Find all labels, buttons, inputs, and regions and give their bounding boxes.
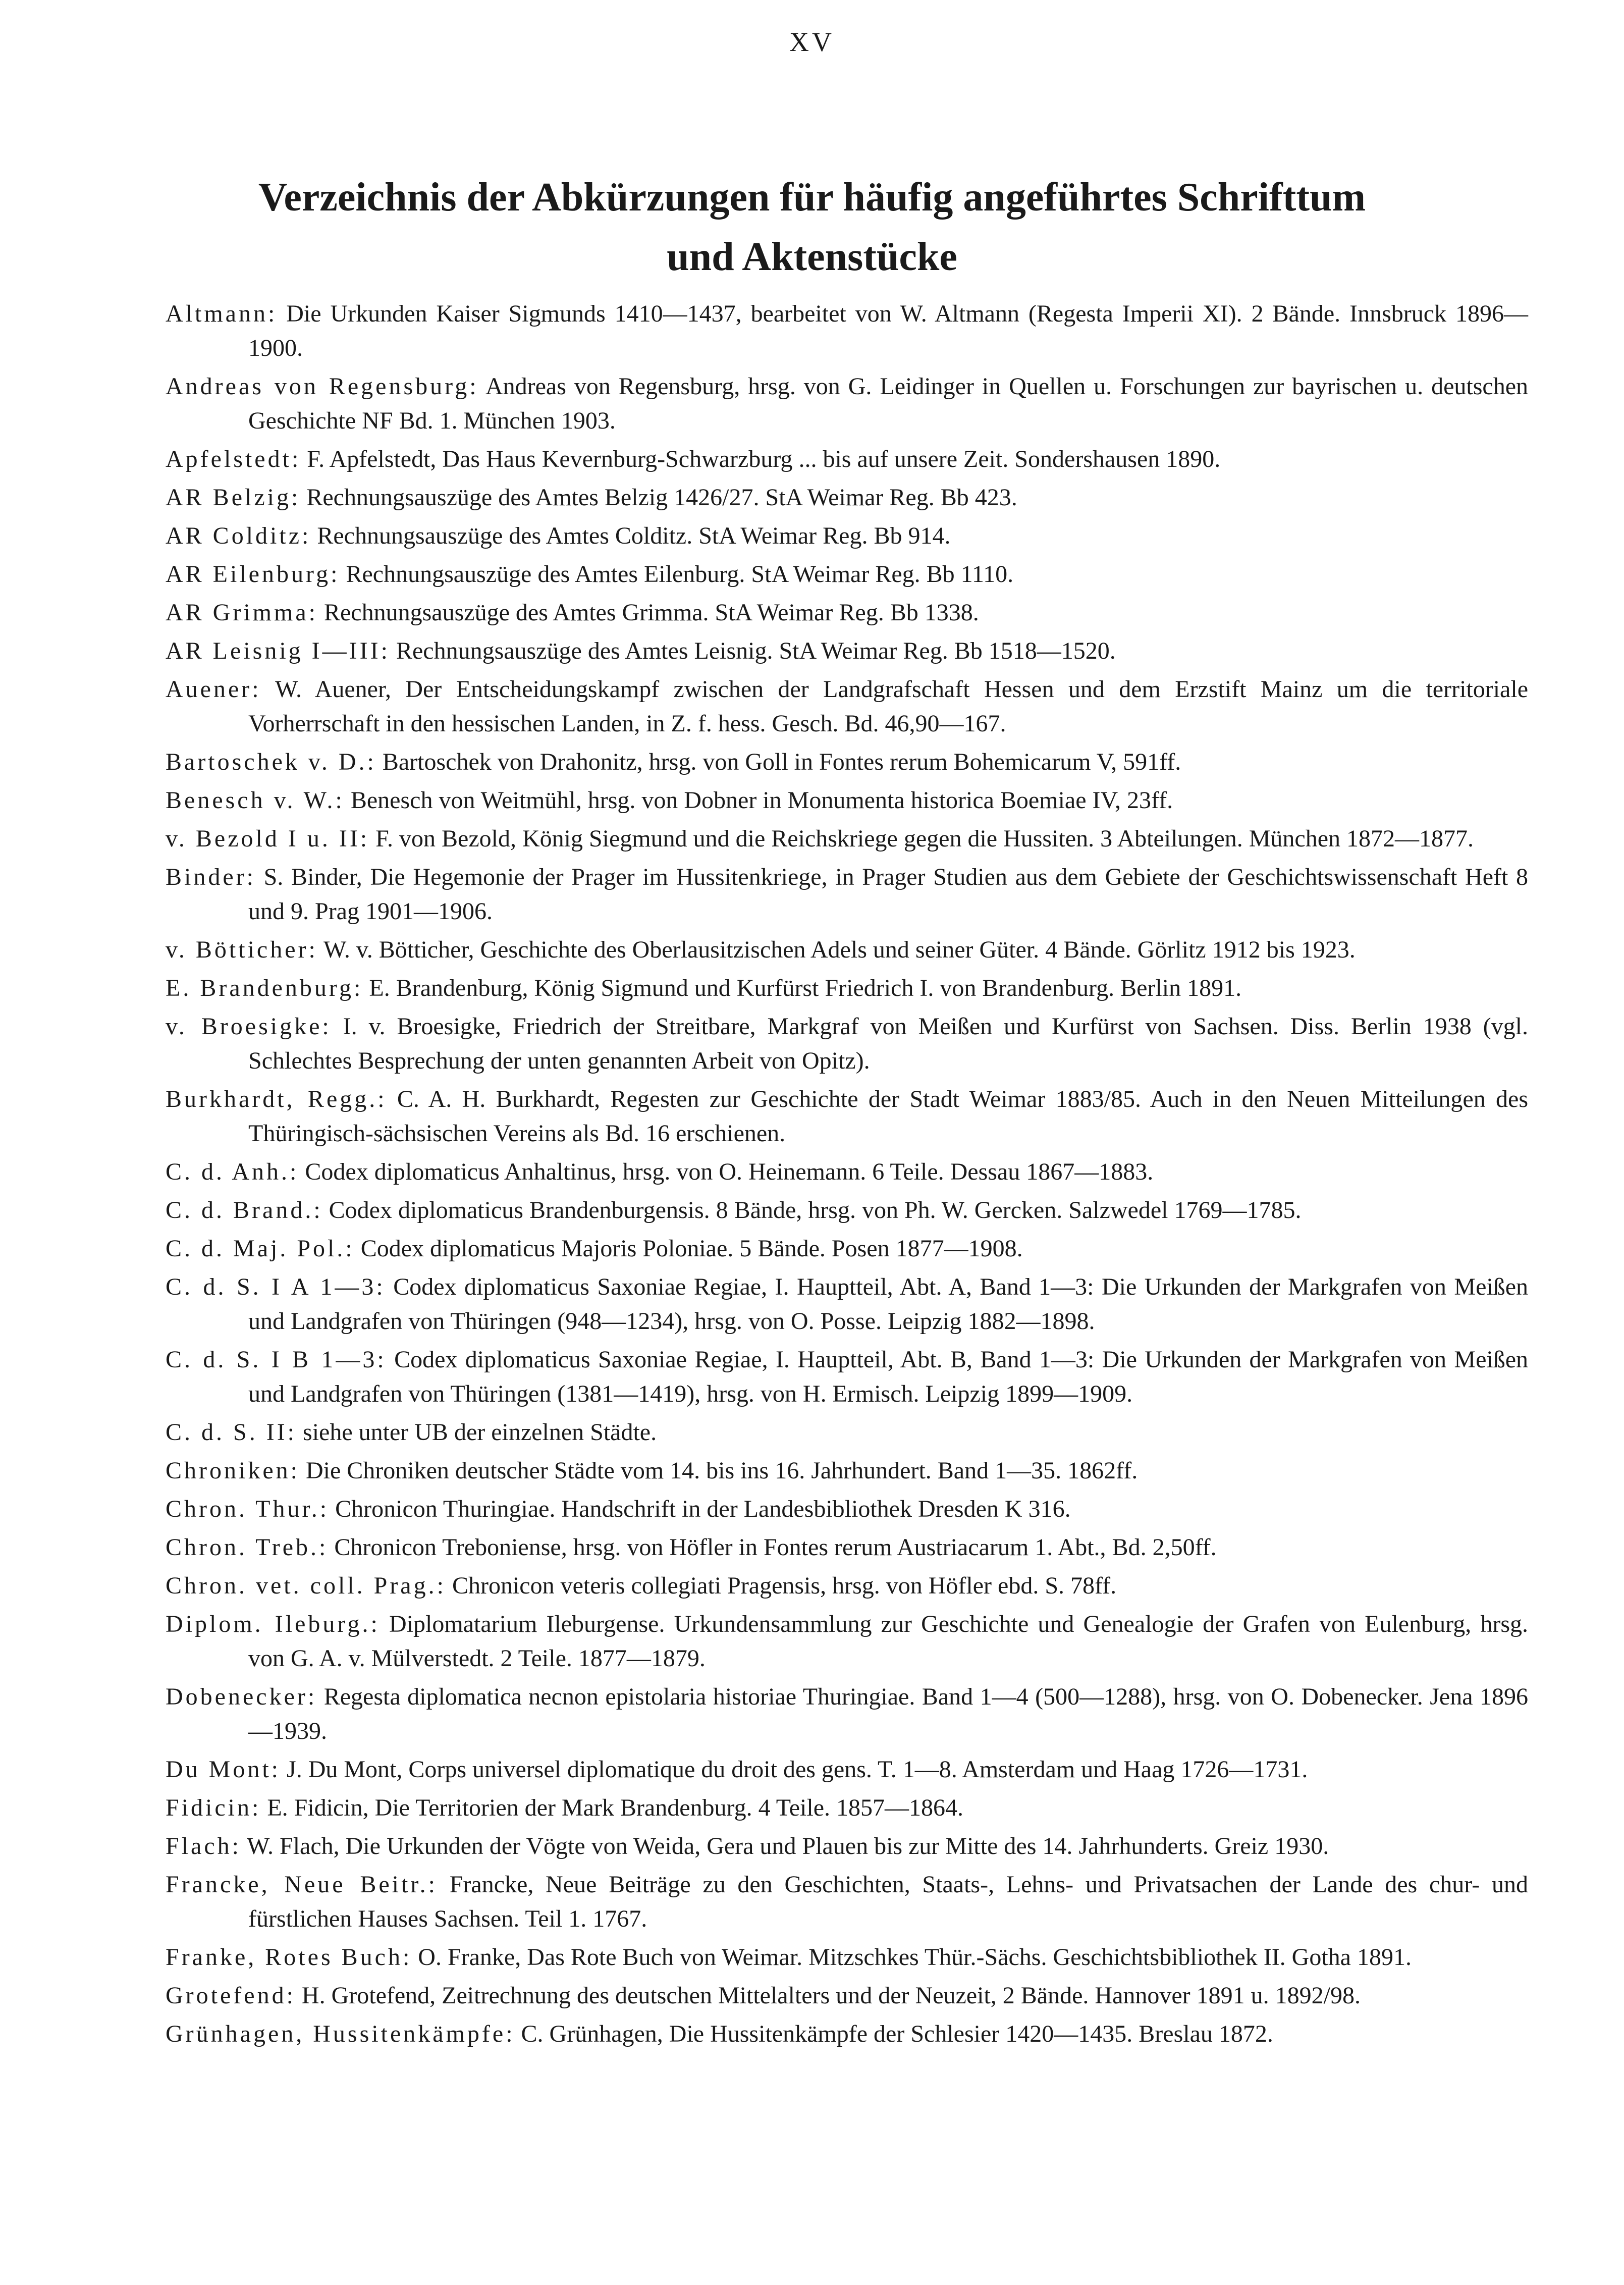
- entry-abbreviation: Diplom. Ileburg.:: [166, 1611, 380, 1637]
- entry-abbreviation: C. d. S. II:: [166, 1419, 297, 1446]
- abbreviation-list: [166, 297, 1528, 2055]
- entry-abbreviation: Fidicin:: [166, 1794, 261, 1821]
- entry-abbreviation: Franke, Rotes Buch:: [166, 1944, 412, 1971]
- entry-abbreviation: C. d. S. I B 1—3:: [166, 1346, 387, 1373]
- entry-description: Codex diplomaticus Majoris Poloniae. 5 Bände. Posen 1877—1908.: [360, 1235, 1023, 1262]
- entry-abbreviation: Flach:: [166, 1833, 241, 1859]
- entry-description: E. Brandenburg, König Sigmund und Kurfürst Friedrich I. von Brandenburg. Berlin 1891.: [369, 975, 1242, 1001]
- entry-description: Die Urkunden Kaiser Sigmunds 1410—1437, bearbeitet von W. Altmann (Regesta Imperii XI). 2 Bände. Innsbruck 1896—1900.: [248, 300, 1529, 361]
- entry-abbreviation: Altmann:: [166, 300, 278, 327]
- entry-description: Bartoschek von Drahonitz, hrsg. von Goll in Fontes rerum Bohemicarum V, 591ff.: [382, 749, 1181, 775]
- entry-abbreviation: v. Bötticher:: [166, 936, 318, 963]
- list-item: [166, 1415, 1528, 1450]
- list-item: [166, 1270, 1528, 1339]
- list-item: [166, 1343, 1528, 1411]
- entry-description: W. Flach, Die Urkunden der Vögte von Weida, Gera und Plauen bis zur Mitte des 14. Jahrhunderts. Greiz 1930.: [247, 1833, 1329, 1859]
- list-item: [166, 1829, 1528, 1864]
- list-item: [166, 297, 1528, 365]
- list-item: [166, 1082, 1528, 1151]
- list-item: [166, 1940, 1528, 1975]
- entry-abbreviation: Benesch v. W.:: [166, 787, 345, 814]
- entry-description: W. v. Bötticher, Geschichte des Oberlausitzischen Adels und seiner Güter. 4 Bände. Görlitz 1912 bis 1923.: [323, 936, 1356, 963]
- entry-abbreviation: C. d. Anh.:: [166, 1158, 299, 1185]
- entry-abbreviation: Binder:: [166, 864, 256, 890]
- entry-abbreviation: v. Bezold I u. II:: [166, 825, 370, 852]
- entry-description: Chronicon Thuringiae. Handschrift in der Landesbibliothek Dresden K 316.: [335, 1496, 1071, 1522]
- list-item: [166, 672, 1528, 741]
- entry-abbreviation: C. d. Brand.:: [166, 1197, 323, 1224]
- list-item: [166, 1752, 1528, 1787]
- entry-description: Regesta diplomatica necnon epistolaria historiae Thuringiae. Band 1—4 (500—1288), hrsg. von O. Dobenecker. Jena 1896—1939.: [248, 1683, 1529, 1744]
- list-item: [166, 1492, 1528, 1526]
- entry-description: C. A. H. Burkhardt, Regesten zur Geschichte der Stadt Weimar 1883/85. Auch in den Neuen Mitteilungen des Thüringisch-sächsischen Vereins als Bd. 16 erschienen.: [248, 1086, 1528, 1147]
- entry-description: J. Du Mont, Corps universel diplomatique du droit des gens. T. 1—8. Amsterdam und Haag 1726—1731.: [287, 1756, 1308, 1783]
- entry-abbreviation: Burkhardt, Regg.:: [166, 1086, 387, 1112]
- entry-abbreviation: Chron. Treb.:: [166, 1534, 329, 1561]
- entry-abbreviation: C. d. S. I A 1—3:: [166, 1273, 386, 1300]
- entry-description: Rechnungsauszüge des Amtes Eilenburg. StA Weimar Reg. Bb 1110.: [346, 561, 1014, 588]
- entry-abbreviation: Francke, Neue Beitr.:: [166, 1871, 438, 1898]
- list-item: [166, 1569, 1528, 1603]
- entry-abbreviation: Grotefend:: [166, 1982, 296, 2009]
- list-item: [166, 557, 1528, 592]
- entry-description: Codex diplomaticus Saxoniae Regiae, I. Hauptteil, Abt. A, Band 1—3: Die Urkunden der Markgrafen von Meißen und Landgrafen von Thüringen (948—1234), hrsg. von O. Posse. Leipzig 1882—1898.: [248, 1273, 1529, 1335]
- list-item: [166, 1530, 1528, 1565]
- list-item: [166, 369, 1528, 438]
- entry-abbreviation: Andreas von Regensburg:: [166, 373, 479, 400]
- list-item: [166, 481, 1528, 515]
- entry-description: Rechnungsauszüge des Amtes Colditz. StA Weimar Reg. Bb 914.: [317, 522, 951, 549]
- entry-description: E. Fidicin, Die Territorien der Mark Brandenburg. 4 Teile. 1857—1864.: [267, 1794, 964, 1821]
- entry-abbreviation: Dobenecker:: [166, 1683, 317, 1710]
- list-item: [166, 860, 1528, 929]
- entry-description: Diplomatarium Ileburgense. Urkundensammlung zur Geschichte und Genealogie der Grafen von Eulenburg, hrsg. von G. A. v. Mülverstedt. 2 Teile. 1877—1879.: [248, 1611, 1529, 1672]
- entry-abbreviation: Grünhagen, Hussitenkämpfe:: [166, 2021, 515, 2047]
- list-item: [166, 1009, 1528, 1078]
- list-item: [166, 634, 1528, 668]
- entry-description: I. v. Broesigke, Friedrich der Streitbare, Markgraf von Meißen und Kurfürst von Sachsen. Diss. Berlin 1938 (vgl. Schlechtes Besprechung der unten genannten Arbeit von Opitz).: [248, 1013, 1529, 1074]
- list-item: [166, 933, 1528, 967]
- page-number: XV: [789, 27, 835, 57]
- list-item: [166, 783, 1528, 818]
- list-item: [166, 1607, 1528, 1676]
- entry-description: Rechnungsauszüge des Amtes Grimma. StA Weimar Reg. Bb 1338.: [323, 599, 979, 626]
- list-item: [166, 745, 1528, 779]
- entry-description: Codex diplomaticus Brandenburgensis. 8 Bände, hrsg. von Ph. W. Gercken. Salzwedel 1769—1785.: [329, 1197, 1302, 1224]
- entry-abbreviation: AR Grimma:: [166, 599, 318, 626]
- entry-abbreviation: Chron. Thur.:: [166, 1496, 330, 1522]
- entry-abbreviation: Auener:: [166, 676, 261, 703]
- list-item: [166, 971, 1528, 1005]
- list-item: [166, 1155, 1528, 1189]
- list-item: [166, 1868, 1528, 1936]
- list-item: [166, 1193, 1528, 1228]
- page-title-line-2: und Aktenstücke: [667, 235, 957, 279]
- list-item: [166, 822, 1528, 856]
- entry-abbreviation: AR Leisnig I—III:: [166, 637, 390, 664]
- entry-abbreviation: AR Belzig:: [166, 484, 301, 511]
- entry-description: H. Grotefend, Zeitrechnung des deutschen Mittelalters und der Neuzeit, 2 Bände. Hannover 1891 u. 1892/98.: [301, 1982, 1361, 2009]
- entry-description: O. Franke, Das Rote Buch von Weimar. Mitzschkes Thür.-Sächs. Geschichtsbibliothek II. Gotha 1891.: [418, 1944, 1412, 1971]
- entry-description: Rechnungsauszüge des Amtes Belzig 1426/27. StA Weimar Reg. Bb 423.: [306, 484, 1017, 511]
- list-item: [166, 1791, 1528, 1825]
- entry-description: siehe unter UB der einzelnen Städte.: [303, 1419, 657, 1446]
- list-item: [166, 519, 1528, 553]
- entry-description: Codex diplomaticus Anhaltinus, hrsg. von O. Heinemann. 6 Teile. Dessau 1867—1883.: [305, 1158, 1154, 1185]
- entry-description: Rechnungsauszüge des Amtes Leisnig. StA Weimar Reg. Bb 1518—1520.: [396, 637, 1116, 664]
- entry-description: F. Apfelstedt, Das Haus Kevernburg-Schwarzburg ... bis auf unsere Zeit. Sondershausen 1890.: [307, 446, 1221, 472]
- page-title-line-1: Verzeichnis der Abkürzungen für häufig angeführtes Schrifttum: [258, 175, 1366, 220]
- entry-abbreviation: Chroniken:: [166, 1457, 300, 1484]
- entry-abbreviation: Bartoschek v. D.:: [166, 749, 376, 775]
- entry-description: Codex diplomaticus Saxoniae Regiae, I. Hauptteil, Abt. B, Band 1—3: Die Urkunden der Markgrafen von Meißen und Landgrafen von Thüringen (1381—1419), hrsg. von H. Ermisch. Leipzig 1899—1909.: [248, 1346, 1529, 1407]
- entry-description: C. Grünhagen, Die Hussitenkämpfe der Schlesier 1420—1435. Breslau 1872.: [521, 2021, 1273, 2047]
- entry-abbreviation: AR Eilenburg:: [166, 561, 340, 588]
- list-item: [166, 442, 1528, 476]
- entry-abbreviation: C. d. Maj. Pol.:: [166, 1235, 355, 1262]
- list-item: [166, 1454, 1528, 1488]
- entry-abbreviation: Chron. vet. coll. Prag.:: [166, 1572, 446, 1599]
- entry-description: Die Chroniken deutscher Städte vom 14. bis ins 16. Jahrhundert. Band 1—35. 1862ff.: [305, 1457, 1138, 1484]
- entry-description: Francke, Neue Beiträge zu den Geschichten, Staats-, Lehns- und Privatsachen der Lande des chur- und fürstlichen Hauses Sachsen. Teil 1. 1767.: [248, 1871, 1528, 1932]
- list-item: [166, 1232, 1528, 1266]
- entry-description: S. Binder, Die Hegemonie der Prager im Hussitenkriege, in Prager Studien aus dem Gebiete der Geschichtswissenschaft Heft 8 und 9. Prag 1901—1906.: [248, 864, 1529, 925]
- list-item: [166, 596, 1528, 630]
- entry-description: Andreas von Regensburg, hrsg. von G. Leidinger in Quellen u. Forschungen zur bayrischen u. deutschen Geschichte NF Bd. 1. München 1903.: [248, 373, 1529, 434]
- list-item: [166, 2017, 1528, 2051]
- entry-abbreviation: Du Mont:: [166, 1756, 281, 1783]
- list-item: [166, 1680, 1528, 1748]
- entry-description: Chronicon veteris collegiati Pragensis, hrsg. von Höfler ebd. S. 78ff.: [452, 1572, 1117, 1599]
- entry-abbreviation: v. Broesigke:: [166, 1013, 332, 1040]
- entry-abbreviation: AR Colditz:: [166, 522, 311, 549]
- entry-abbreviation: E. Brandenburg:: [166, 975, 363, 1001]
- entry-description: Benesch von Weitmühl, hrsg. von Dobner in Monumenta historica Boemiae IV, 23ff.: [350, 787, 1173, 814]
- entry-abbreviation: Apfelstedt:: [166, 446, 301, 472]
- entry-description: F. von Bezold, König Siegmund und die Reichskriege gegen die Hussiten. 3 Abteilungen. München 1872—1877.: [375, 825, 1474, 852]
- entry-description: Chronicon Treboniense, hrsg. von Höfler in Fontes rerum Austriacarum 1. Abt., Bd. 2,50ff.: [334, 1534, 1217, 1561]
- list-item: [166, 1979, 1528, 2013]
- page-title: [0, 168, 1624, 287]
- entry-description: W. Auener, Der Entscheidungskampf zwischen der Landgrafschaft Hessen und dem Erzstift Mainz um die territoriale Vorherrschaft in den hessischen Landen, in Z. f. hess. Gesch. Bd. 46,90—167.: [248, 676, 1529, 737]
